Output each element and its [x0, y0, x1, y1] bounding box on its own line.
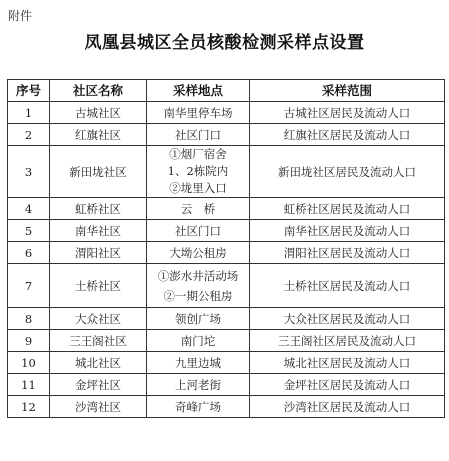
row-number: 8 — [8, 308, 50, 330]
row-number: 1 — [8, 102, 50, 124]
sampling-location — [147, 198, 250, 220]
row-number: 3 — [8, 146, 50, 198]
row-number: 5 — [8, 220, 50, 242]
location-line: 云 桥 — [180, 201, 216, 216]
location-line: 南门坨 — [180, 333, 216, 348]
sampling-location — [147, 242, 250, 264]
table-row — [8, 198, 445, 220]
sampling-scope: 新田垅社区居民及流动人口 — [250, 146, 445, 198]
table-row — [8, 330, 445, 352]
community-name: 南华社区 — [50, 220, 147, 242]
community-name: 虹桥社区 — [50, 198, 147, 220]
community-name: 新田垅社区 — [50, 146, 147, 198]
location-line: 九里边城 — [175, 355, 221, 370]
location-line: 上河老街 — [175, 377, 221, 392]
sampling-site-table — [7, 79, 445, 418]
document-title: 凤凰县城区全员核酸检测采样点设置 — [84, 33, 365, 53]
row-number: 11 — [8, 374, 50, 396]
table-row — [8, 396, 445, 418]
location-line: 社区门口 — [175, 127, 221, 142]
location-line: ①澎水井活动场 — [157, 268, 239, 283]
location-line: 1、2栋院内 — [167, 164, 229, 178]
row-number: 4 — [8, 198, 50, 220]
sampling-location — [147, 102, 250, 124]
sampling-location — [147, 396, 250, 418]
column-header-scope: 采样范围 — [250, 80, 445, 102]
row-number: 2 — [8, 124, 50, 146]
sampling-scope: 城北社区居民及流动人口 — [250, 352, 445, 374]
sampling-scope: 大众社区居民及流动人口 — [250, 308, 445, 330]
sampling-scope: 古城社区居民及流动人口 — [250, 102, 445, 124]
table-row — [8, 352, 445, 374]
sampling-location — [147, 124, 250, 146]
table-row — [8, 146, 445, 198]
sampling-scope: 渭阳社区居民及流动人口 — [250, 242, 445, 264]
sampling-scope: 南华社区居民及流动人口 — [250, 220, 445, 242]
sampling-scope: 沙湾社区居民及流动人口 — [250, 396, 445, 418]
community-name: 大众社区 — [50, 308, 147, 330]
table-row — [8, 102, 445, 124]
row-number: 9 — [8, 330, 50, 352]
table-header-row — [8, 80, 445, 102]
community-name: 渭阳社区 — [50, 242, 147, 264]
row-number: 10 — [8, 352, 50, 374]
sampling-location — [147, 308, 250, 330]
table-row — [8, 264, 445, 308]
sampling-scope: 金坪社区居民及流动人口 — [250, 374, 445, 396]
community-name: 金坪社区 — [50, 374, 147, 396]
location-line: 社区门口 — [175, 223, 221, 238]
sampling-scope: 虹桥社区居民及流动人口 — [250, 198, 445, 220]
location-line: 南华里停车场 — [163, 105, 233, 120]
attachment-label: 附件 — [8, 9, 33, 23]
location-line: 大坳公租房 — [169, 245, 227, 260]
row-number: 6 — [8, 242, 50, 264]
location-line: 领创广场 — [175, 311, 221, 326]
table-row — [8, 308, 445, 330]
community-name: 古城社区 — [50, 102, 147, 124]
sampling-location — [147, 220, 250, 242]
sampling-location — [147, 146, 250, 198]
sampling-scope: 红旗社区居民及流动人口 — [250, 124, 445, 146]
row-number: 7 — [8, 264, 50, 308]
location-line: ②垅里入口 — [169, 181, 227, 195]
table-row — [8, 242, 445, 264]
sampling-location — [147, 352, 250, 374]
table-row — [8, 374, 445, 396]
row-number: 12 — [8, 396, 50, 418]
location-line: ②一期公租房 — [163, 288, 233, 303]
sampling-location — [147, 374, 250, 396]
sampling-scope: 土桥社区居民及流动人口 — [250, 264, 445, 308]
community-name: 土桥社区 — [50, 264, 147, 308]
community-name: 沙湾社区 — [50, 396, 147, 418]
column-header-location: 采样地点 — [147, 80, 250, 102]
table-row — [8, 124, 445, 146]
sampling-location — [147, 330, 250, 352]
column-header-community: 社区名称 — [50, 80, 147, 102]
location-line: ①烟厂宿舍 — [169, 147, 227, 161]
table-row — [8, 220, 445, 242]
sampling-scope: 三王阁社区居民及流动人口 — [250, 330, 445, 352]
community-name: 红旗社区 — [50, 124, 147, 146]
community-name: 三王阁社区 — [50, 330, 147, 352]
column-header-number: 序号 — [8, 80, 50, 102]
community-name: 城北社区 — [50, 352, 147, 374]
sampling-location — [147, 264, 250, 308]
location-line: 奇峰广场 — [175, 399, 221, 414]
